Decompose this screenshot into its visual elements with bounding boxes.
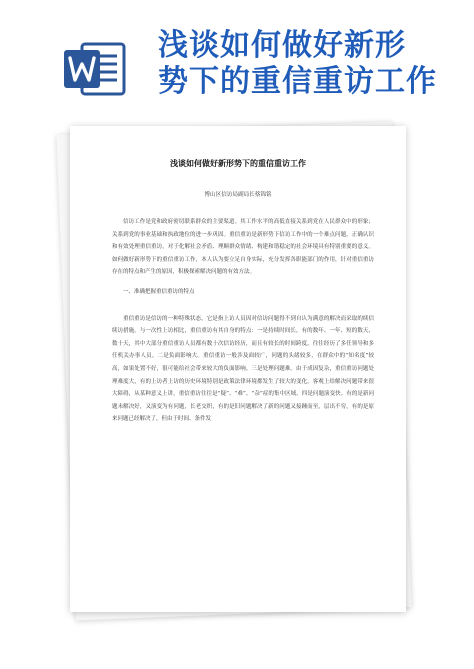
paragraph-intro: 信访工作是党和政府密切联系群众的主要渠道。其工作水平的高低直接关系到党在人民群众中的形象；关系到党的事业基础和执政地位的进一步巩固。重信重访是新形势下信访工作中的一个难点问题，正确认识和有效处理重信重访，对于化解社会矛盾、理顺群众情绪、构建和谐稳定的社会环境具有特别重要的意义。如何做好新形势下的重信重访工作，本人认为要立足自身实际，充分发挥各职能部门的作用，针对重信重访存在的特点和产生的原因，积极探索解决问题的有效方法。 [112,219,374,276]
document-author: 博山区信访局副局长蔡锦铭 [204,192,272,198]
document-body [112,216,374,433]
microsoft-word-icon [62,40,126,98]
paragraph-features: 重信重访是信访的一种特殊状态，它是指上访人员因对信访问题得不到自认为满意的解决而采取的续信续访措施。与一次性上访相比，重信重访有其自身的特点：一是持续时间长，有的数年、一年、短的数天、数十天，其中大部分重信重访人员都有数十次信访经历，而且有较长的时间跨度，往往经历了多任领导和多任机关办事人员。二是负面影响大。重信重访一般涉及面较广，问题的头绪较多，在群众中的“知名度”较高，如果处置不好，很可能给社会带来较大的负面影响。三是处理问题难。由于成因复杂，重信重访问题处理难度大，有的上访者上访的历史环境特别是政策法律环境都发生了较大的变化，客观上给解决问题带来很大障碍，从某种意义上讲，重信重访往往是“疑”、“难”、“杂”症的集中区域。四是问题演变快。有的是新问题未解决好，又演变为有问题，长老交织，有的是旧问题解决了新的问题又接踵而至，层出不穷，有的是原来问题已经解决了，但由于时间、条件发 [112,315,374,423]
banner-title [158,28,458,100]
document-title: 浅谈如何做好新形势下的重信重访工作 [170,159,306,168]
banner-title-line-1: 浅谈如何做好新形 [158,28,406,63]
document-preview-banner [0,0,474,120]
document-page [70,126,406,612]
section-heading: 一、准确把握重信重访的特点 [123,288,195,295]
banner-title-line-2: 势下的重信重访工作 [158,64,437,99]
